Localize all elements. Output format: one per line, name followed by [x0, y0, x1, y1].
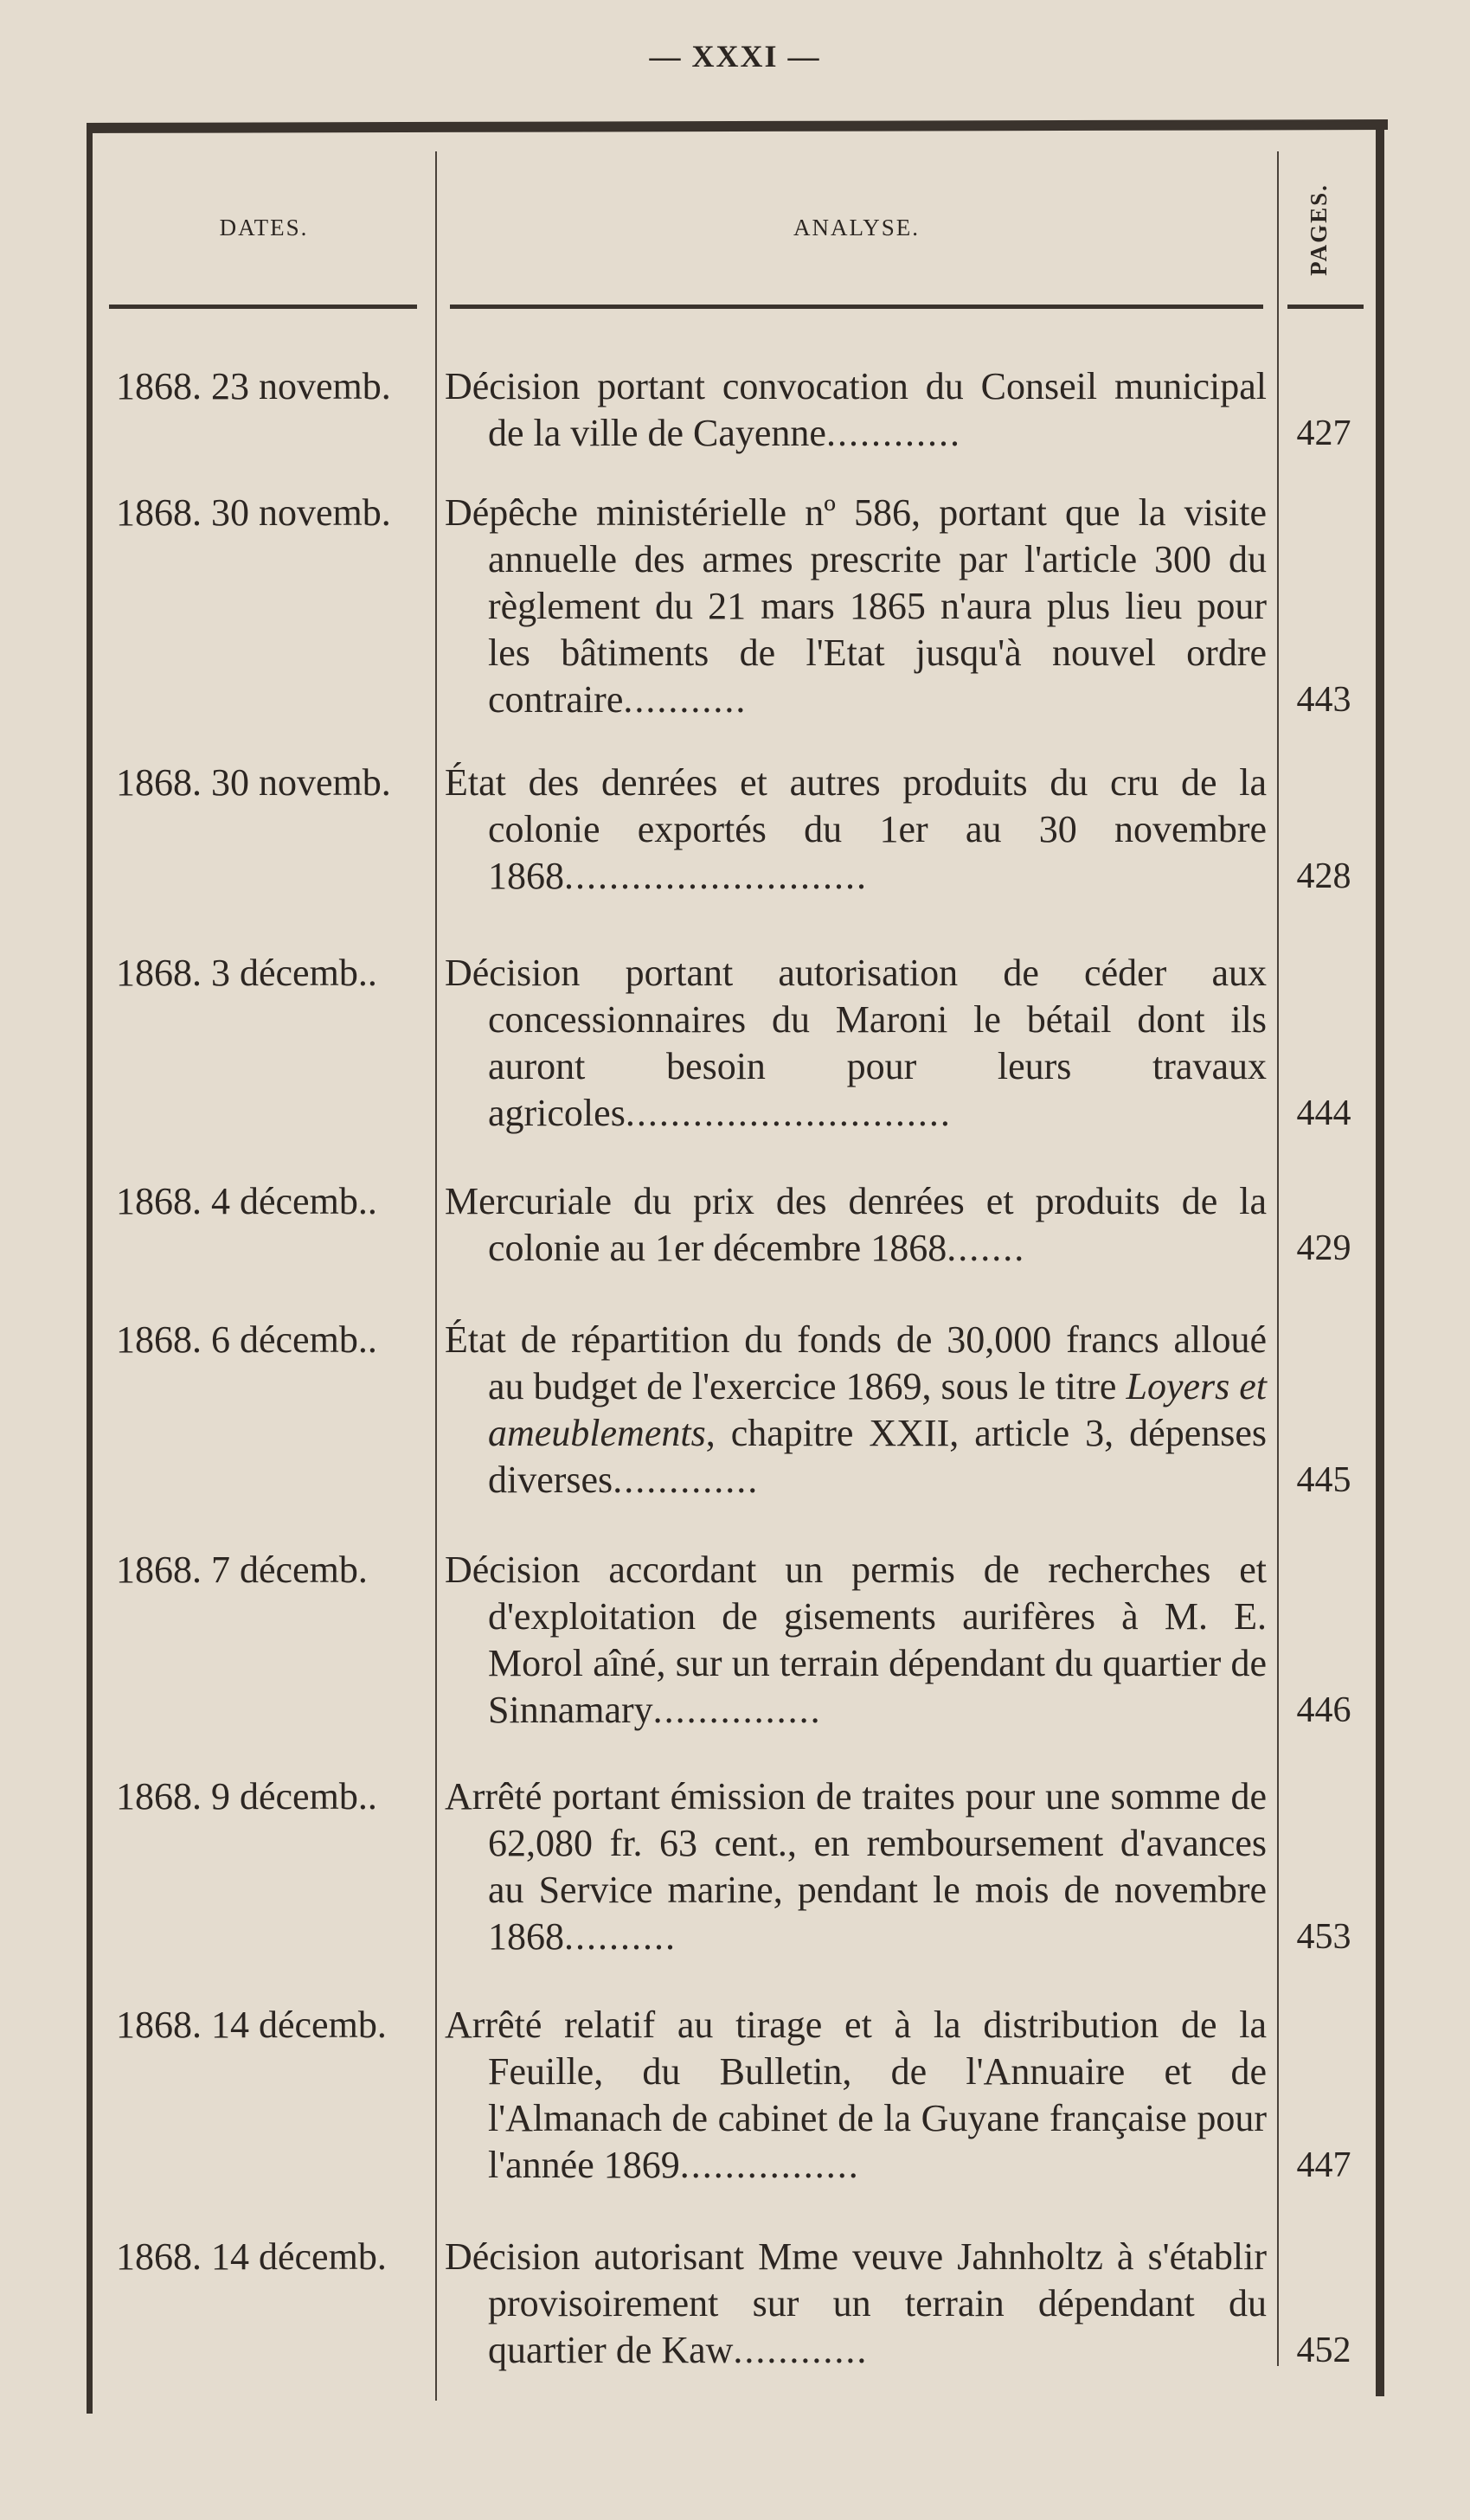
leader-dots: ...............	[652, 1689, 822, 1731]
running-head: — XXXI —	[649, 39, 821, 74]
leader-dots: .............................	[625, 1092, 952, 1134]
leader-dots: ...........................	[564, 855, 868, 897]
entry-text-body: Décision portant autorisation de céder aux concessionnaires du Maroni le bétail dont ils auront besoin pour leurs travaux agricoles	[445, 952, 1267, 1134]
entry-date: 1868. 30 novemb.	[116, 761, 391, 804]
entry-date: 1868. 14 décemb.	[116, 2235, 387, 2278]
column-header-analyse: ANALYSE.	[793, 215, 921, 240]
column-rule-dates	[435, 151, 437, 2401]
frame-left-rule	[87, 130, 93, 2414]
entry-text-body: Décision accordant un permis de recherches et d'exploitation de gisements aurifères à M. E. Morol aîné, sur un terrain dépendant du quartier de Sinnamary	[445, 1549, 1267, 1731]
header-underline-dates	[109, 305, 417, 309]
entry-date: 1868. 3 décemb..	[116, 952, 377, 994]
entry-page: 446	[1296, 1690, 1351, 1730]
entry-text-body: Mercuriale du prix des denrées et produits de la colonie au 1er décembre 1868	[445, 1180, 1267, 1269]
entry-text-body: État des denrées et autres produits du cru de la colonie exportés du 1er au 30 novembre 1868	[445, 761, 1267, 897]
entry-page: 445	[1296, 1460, 1351, 1500]
entry-text	[445, 1773, 1267, 1960]
entry-text-italic: Loyers et ameublements	[488, 1365, 1268, 1454]
header-underline-pages	[1287, 305, 1364, 309]
leader-dots: .............	[613, 1459, 760, 1501]
entry-text-body: État de répartition du fonds de 30,000 francs alloué au budget de l'exercice 1869, sous le titre	[445, 1318, 1267, 1407]
entry-text	[445, 2234, 1267, 2374]
entry-date: 1868. 6 décemb..	[116, 1318, 377, 1361]
entry-text	[445, 1317, 1267, 1504]
entry-page: 428	[1296, 856, 1351, 896]
leader-dots: .......	[947, 1227, 1026, 1269]
entry-date: 1868. 30 novemb.	[116, 491, 391, 534]
entry-date: 1868. 4 décemb..	[116, 1180, 377, 1222]
leader-dots: ..........	[564, 1915, 677, 1958]
entry-page: 427	[1296, 414, 1351, 453]
frame-top-rule	[87, 119, 1388, 133]
leader-dots: ............	[733, 2329, 869, 2371]
entry-text-after: , chapitre XXII, article 3, dépenses diverses	[488, 1412, 1267, 1501]
entry-page: 452	[1296, 2331, 1351, 2370]
entry-date: 1868. 14 décemb.	[116, 2004, 387, 2046]
column-rule-analyse	[1277, 151, 1279, 2366]
entry-text	[445, 363, 1267, 457]
entry-page: 447	[1296, 2145, 1351, 2185]
entry-text	[445, 2002, 1267, 2189]
entry-page: 444	[1296, 1093, 1351, 1133]
entry-text-body: Arrêté relatif au tirage et à la distribution de la Feuille, du Bulletin, de l'Annuaire et de l'Almanach de cabinet de la Guyane française pour l'année 1869	[445, 2004, 1267, 2186]
entry-text-body: Décision portant convocation du Conseil municipal de la ville de Cayenne	[445, 365, 1267, 454]
entry-text-body: Dépêche ministérielle nº 586, portant que la visite annuelle des armes prescrite par l'article 300 du règlement du 21 mars 1865 n'aura plus lieu pour les bâtiments de l'Etat jusqu'à nouvel ordre contraire	[445, 491, 1267, 721]
leader-dots: ...........	[623, 678, 748, 721]
entry-page: 443	[1296, 680, 1351, 720]
entry-text	[445, 490, 1267, 723]
leader-dots: ................	[679, 2144, 860, 2186]
entry-date: 1868. 23 novemb.	[116, 365, 391, 407]
entry-text	[445, 760, 1267, 900]
entry-page: 429	[1296, 1228, 1351, 1268]
entry-text	[445, 1547, 1267, 1734]
frame-right-rule	[1376, 130, 1384, 2396]
entry-text-body: Arrêté portant émission de traites pour une somme de 62,080 fr. 63 cent., en remboursement d'avances au Service marine, pendant le mois de novembre 1868	[445, 1775, 1267, 1958]
entry-text	[445, 1178, 1267, 1272]
column-header-pages	[1296, 164, 1341, 294]
entry-text-body: Décision autorisant Mme veuve Jahnholtz à s'établir provisoirement sur un terrain dépendant du quartier de Kaw	[445, 2235, 1267, 2371]
column-header-pages-label: PAGES.	[1305, 183, 1332, 276]
header-underline-analyse	[450, 305, 1263, 309]
entry-page: 453	[1296, 1917, 1351, 1957]
entry-text	[445, 950, 1267, 1137]
leader-dots: ............	[825, 412, 961, 454]
entry-date: 1868. 7 décemb.	[116, 1549, 368, 1591]
entry-date: 1868. 9 décemb..	[116, 1775, 377, 1818]
column-header-dates: DATES.	[219, 215, 309, 240]
